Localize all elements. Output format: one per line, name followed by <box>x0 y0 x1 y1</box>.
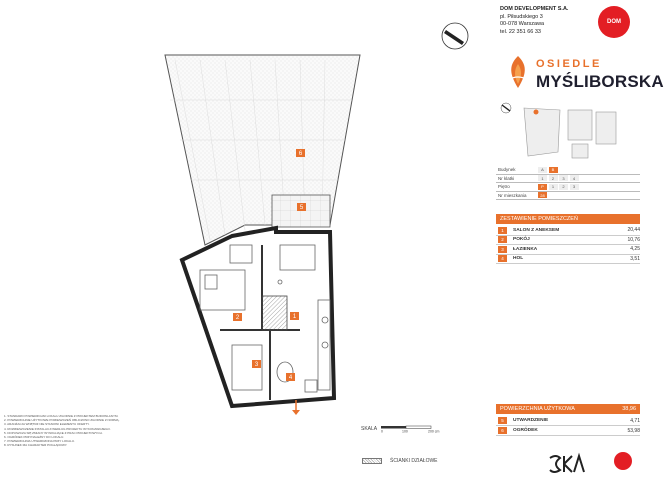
flame-logo-icon <box>504 54 532 90</box>
scale-tick-1: 100 <box>402 429 408 434</box>
plan-label-6: 6 <box>298 151 303 157</box>
total-area-label: POWIERZCHNIA UŻYTKOWA <box>500 406 575 412</box>
note-line: 7. POWIERZCHNIA UTWARDZONA PRZY LOKALU. <box>4 439 75 444</box>
partition-hatch <box>262 296 287 330</box>
total-area-value: 38,96 <box>622 406 636 412</box>
note-line: 4. ROZMIESZCZENIE INSTALACJI WEDŁUG PROJEKTU WYKONAWCZEGO. <box>4 426 111 431</box>
room-area: 4,25 <box>630 246 640 253</box>
grid-cell: 3 <box>570 184 579 190</box>
room-area: 4,71 <box>630 417 640 424</box>
plan-label-1: 1 <box>292 314 297 320</box>
grid-row-label: Nr mieszkania <box>498 192 527 198</box>
room-number: 6 <box>498 427 507 434</box>
room-number: 4 <box>498 255 507 262</box>
grid-row <box>496 166 640 175</box>
key-plan <box>498 100 640 164</box>
note-line: 2. POWIERZCHNIE UŻYTKOWE POMIESZCZEŃ OBLICZONO ZGODNIE Z NORMĄ. <box>4 418 120 423</box>
grid-cell: A <box>538 167 547 173</box>
room-number: 5 <box>498 417 507 424</box>
room-row <box>496 236 640 246</box>
room-row <box>496 245 640 255</box>
scale-label: SKALA <box>361 426 378 432</box>
company-street: pl. Piłsudskiego 3 <box>500 13 543 20</box>
plan-label-3: 3 <box>254 362 259 368</box>
grid-row <box>496 192 640 201</box>
plan-label-2: 2 <box>235 315 240 321</box>
room-name: POKÓJ <box>513 237 530 243</box>
grid-row-label: Budynek <box>498 167 516 173</box>
apartment-walls <box>182 228 334 406</box>
brand-line2: MYŚLIBORSKA <box>536 72 664 91</box>
extras-table <box>496 416 640 436</box>
note-line: 1. STANDARD POWIERZCHNI LOKALU ZGODNIE Z PROJEKTEM BUDOWLANYM. <box>4 414 119 418</box>
room-name: HOL <box>513 256 524 262</box>
room-area: 20,44 <box>627 227 640 234</box>
unit-info-grid <box>496 166 640 200</box>
legend-swatch <box>362 458 382 464</box>
scale-bar <box>380 425 452 433</box>
grid-cell: 4 <box>570 175 579 181</box>
room-row <box>496 426 640 436</box>
grid-cell: 3 <box>559 175 568 181</box>
footer-dom-logo <box>614 452 632 470</box>
plan-label-4: 4 <box>288 375 293 381</box>
note-line: 8. RYSUNEK MA CHARAKTER POGLĄDOWY. <box>4 443 68 448</box>
dom-logo: DOM <box>598 6 630 38</box>
grid-cell: 28 <box>538 192 547 198</box>
plan-label-5: 5 <box>299 205 304 211</box>
grid-cell: P <box>538 184 547 190</box>
legend-label: ŚCIANKI DZIAŁOWE <box>390 458 438 464</box>
room-area: 3,51 <box>630 255 640 262</box>
grid-cell: 2 <box>549 175 558 181</box>
company-phone: tel. 22 351 66 33 <box>500 28 541 35</box>
room-name: ŁAZIENKA <box>513 246 538 252</box>
grid-row <box>496 175 640 184</box>
company-city: 00-078 Warszawa <box>500 21 545 27</box>
room-number: 1 <box>498 227 507 234</box>
garden-area <box>165 55 360 245</box>
room-name: UTWARDZENIE <box>513 418 549 423</box>
note-line: 5. DOPUSZCZA SIĘ ZMIANY WYNIKAJĄCE Z PRAC PROJEKTOWYCH. <box>4 430 103 435</box>
grid-cell: B <box>549 167 558 173</box>
room-number: 2 <box>498 236 507 243</box>
room-number: 3 <box>498 246 507 253</box>
room-name: OGRÓDEK <box>513 428 538 433</box>
ska-logo <box>546 452 586 476</box>
room-row <box>496 416 640 426</box>
grid-cell: 1 <box>549 184 558 190</box>
notes <box>4 414 354 448</box>
company-info <box>500 6 590 36</box>
grid-cell: 1 <box>538 175 547 181</box>
total-area-bar <box>496 404 640 414</box>
rooms-heading: ZESTAWIENIE POMIESZCZEŃ <box>496 214 640 224</box>
room-row <box>496 255 640 265</box>
grid-row-label: Nr klatki <box>498 175 515 181</box>
room-row <box>496 226 640 236</box>
grid-row <box>496 183 640 192</box>
grid-cell: 2 <box>559 184 568 190</box>
grid-row-label: Piętro <box>498 184 510 190</box>
scale-tick-0: 0 <box>381 429 383 434</box>
brand-line1: OSIEDLE <box>536 58 602 70</box>
company-name: DOM DEVELOPMENT S.A. <box>500 6 569 12</box>
room-name: SALON Z ANEKSEM <box>513 227 560 233</box>
rooms-table <box>496 226 640 264</box>
room-area: 10,76 <box>627 236 640 243</box>
compass-icon <box>442 23 468 49</box>
note-line: 3. ARANŻACJA WNĘTRZ NIE STANOWI ELEMENTU OFERTY. <box>4 422 90 427</box>
scale-tick-2: 200 cm <box>428 429 440 434</box>
note-line: 6. OGRÓDEK PRZYNALEŻNY DO LOKALU. <box>4 435 65 440</box>
room-area: 53,98 <box>627 427 640 434</box>
brand-logo <box>500 52 664 98</box>
